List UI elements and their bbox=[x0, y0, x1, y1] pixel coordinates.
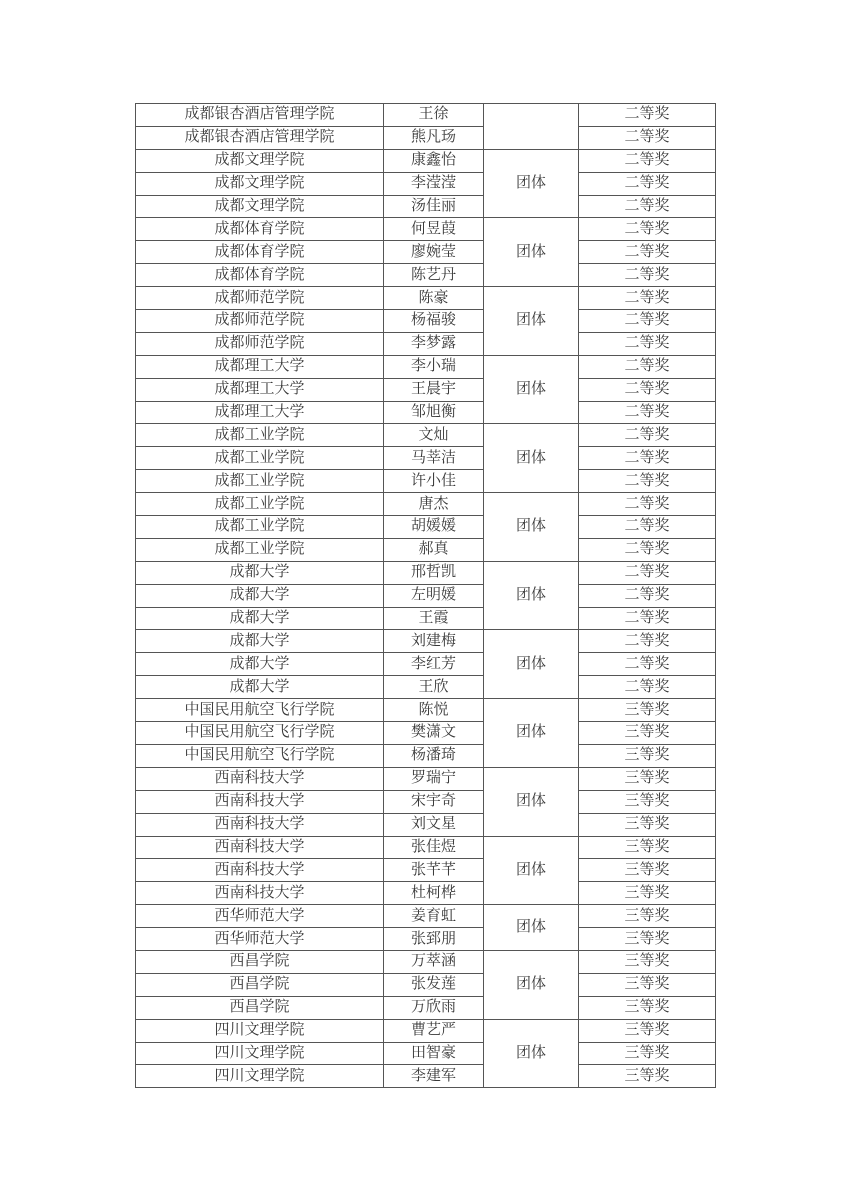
school-cell: 成都师范学院 bbox=[136, 332, 384, 355]
person-name-cell: 刘建梅 bbox=[384, 630, 484, 653]
table-row bbox=[136, 928, 716, 951]
group-type-cell: 团体 bbox=[484, 905, 579, 951]
school-cell: 成都工业学院 bbox=[136, 424, 384, 447]
table-row bbox=[136, 882, 716, 905]
person-name-cell: 李滢滢 bbox=[384, 172, 484, 195]
table-row bbox=[136, 699, 716, 722]
award-cell: 三等奖 bbox=[579, 1019, 716, 1042]
award-cell: 三等奖 bbox=[579, 882, 716, 905]
school-cell: 成都理工大学 bbox=[136, 401, 384, 424]
award-cell: 二等奖 bbox=[579, 653, 716, 676]
award-cell: 三等奖 bbox=[579, 699, 716, 722]
table-row bbox=[136, 332, 716, 355]
award-cell: 二等奖 bbox=[579, 561, 716, 584]
school-cell: 四川文理学院 bbox=[136, 1065, 384, 1088]
person-name-cell: 马莘洁 bbox=[384, 447, 484, 470]
person-name-cell: 杨潘琦 bbox=[384, 744, 484, 767]
person-name-cell: 陈悦 bbox=[384, 699, 484, 722]
person-name-cell: 许小佳 bbox=[384, 470, 484, 493]
person-name-cell: 汤佳丽 bbox=[384, 195, 484, 218]
table-row bbox=[136, 584, 716, 607]
award-cell: 二等奖 bbox=[579, 172, 716, 195]
person-name-cell: 张郅朋 bbox=[384, 928, 484, 951]
award-cell: 三等奖 bbox=[579, 836, 716, 859]
award-cell: 三等奖 bbox=[579, 928, 716, 951]
award-cell: 三等奖 bbox=[579, 950, 716, 973]
table-row bbox=[136, 493, 716, 516]
person-name-cell: 何昱葭 bbox=[384, 218, 484, 241]
group-type-cell: 团体 bbox=[484, 1019, 579, 1088]
award-cell: 三等奖 bbox=[579, 905, 716, 928]
person-name-cell: 姜育虹 bbox=[384, 905, 484, 928]
person-name-cell: 熊凡玚 bbox=[384, 126, 484, 149]
school-cell: 成都理工大学 bbox=[136, 378, 384, 401]
school-cell: 四川文理学院 bbox=[136, 1019, 384, 1042]
award-cell: 二等奖 bbox=[579, 676, 716, 699]
table-row bbox=[136, 607, 716, 630]
person-name-cell: 郝真 bbox=[384, 538, 484, 561]
award-cell: 二等奖 bbox=[579, 149, 716, 172]
table-row bbox=[136, 950, 716, 973]
school-cell: 中国民用航空飞行学院 bbox=[136, 722, 384, 745]
award-cell: 二等奖 bbox=[579, 607, 716, 630]
table-row bbox=[136, 447, 716, 470]
award-cell: 二等奖 bbox=[579, 241, 716, 264]
table-row bbox=[136, 424, 716, 447]
school-cell: 成都银杏酒店管理学院 bbox=[136, 126, 384, 149]
table-row bbox=[136, 744, 716, 767]
award-table-body bbox=[136, 104, 716, 1088]
award-cell: 三等奖 bbox=[579, 813, 716, 836]
person-name-cell: 张佳煜 bbox=[384, 836, 484, 859]
award-cell: 二等奖 bbox=[579, 584, 716, 607]
person-name-cell: 邹旭衡 bbox=[384, 401, 484, 424]
award-cell: 二等奖 bbox=[579, 470, 716, 493]
school-cell: 西南科技大学 bbox=[136, 790, 384, 813]
school-cell: 成都文理学院 bbox=[136, 195, 384, 218]
table-row bbox=[136, 401, 716, 424]
school-cell: 西华师范大学 bbox=[136, 928, 384, 951]
person-name-cell: 廖婉莹 bbox=[384, 241, 484, 264]
award-cell: 二等奖 bbox=[579, 264, 716, 287]
table-row bbox=[136, 172, 716, 195]
person-name-cell: 文灿 bbox=[384, 424, 484, 447]
table-row bbox=[136, 905, 716, 928]
table-row bbox=[136, 126, 716, 149]
school-cell: 西昌学院 bbox=[136, 950, 384, 973]
person-name-cell: 罗瑞宁 bbox=[384, 767, 484, 790]
person-name-cell: 李建军 bbox=[384, 1065, 484, 1088]
school-cell: 中国民用航空飞行学院 bbox=[136, 744, 384, 767]
school-cell: 成都师范学院 bbox=[136, 310, 384, 333]
school-cell: 成都大学 bbox=[136, 584, 384, 607]
table-row bbox=[136, 470, 716, 493]
person-name-cell: 曹艺严 bbox=[384, 1019, 484, 1042]
table-row bbox=[136, 104, 716, 127]
school-cell: 西南科技大学 bbox=[136, 813, 384, 836]
table-row bbox=[136, 241, 716, 264]
group-type-cell bbox=[484, 104, 579, 150]
school-cell: 成都大学 bbox=[136, 561, 384, 584]
person-name-cell: 宋宇奇 bbox=[384, 790, 484, 813]
table-row bbox=[136, 790, 716, 813]
person-name-cell: 刘文星 bbox=[384, 813, 484, 836]
award-cell: 三等奖 bbox=[579, 996, 716, 1019]
award-cell: 二等奖 bbox=[579, 355, 716, 378]
person-name-cell: 樊潇文 bbox=[384, 722, 484, 745]
school-cell: 成都大学 bbox=[136, 630, 384, 653]
person-name-cell: 李梦露 bbox=[384, 332, 484, 355]
table-row bbox=[136, 355, 716, 378]
award-cell: 二等奖 bbox=[579, 218, 716, 241]
person-name-cell: 万欣雨 bbox=[384, 996, 484, 1019]
award-cell: 三等奖 bbox=[579, 973, 716, 996]
table-row bbox=[136, 722, 716, 745]
person-name-cell: 张芊芊 bbox=[384, 859, 484, 882]
award-cell: 三等奖 bbox=[579, 722, 716, 745]
person-name-cell: 李小瑞 bbox=[384, 355, 484, 378]
award-cell: 二等奖 bbox=[579, 493, 716, 516]
table-row bbox=[136, 218, 716, 241]
table-row bbox=[136, 561, 716, 584]
table-row bbox=[136, 516, 716, 539]
school-cell: 西南科技大学 bbox=[136, 767, 384, 790]
school-cell: 成都体育学院 bbox=[136, 241, 384, 264]
table-row bbox=[136, 378, 716, 401]
group-type-cell: 团体 bbox=[484, 950, 579, 1019]
person-name-cell: 陈艺丹 bbox=[384, 264, 484, 287]
table-row bbox=[136, 1042, 716, 1065]
school-cell: 成都理工大学 bbox=[136, 355, 384, 378]
table-row bbox=[136, 767, 716, 790]
award-cell: 三等奖 bbox=[579, 790, 716, 813]
person-name-cell: 左明媛 bbox=[384, 584, 484, 607]
table-row bbox=[136, 310, 716, 333]
table-row bbox=[136, 195, 716, 218]
award-cell: 二等奖 bbox=[579, 447, 716, 470]
table-row bbox=[136, 1065, 716, 1088]
person-name-cell: 王欣 bbox=[384, 676, 484, 699]
group-type-cell: 团体 bbox=[484, 699, 579, 768]
person-name-cell: 陈豪 bbox=[384, 287, 484, 310]
group-type-cell: 团体 bbox=[484, 149, 579, 218]
school-cell: 西昌学院 bbox=[136, 973, 384, 996]
person-name-cell: 李红芳 bbox=[384, 653, 484, 676]
award-table bbox=[135, 103, 716, 1088]
group-type-cell: 团体 bbox=[484, 355, 579, 424]
award-cell: 二等奖 bbox=[579, 378, 716, 401]
table-row bbox=[136, 653, 716, 676]
table-row bbox=[136, 538, 716, 561]
table-row bbox=[136, 836, 716, 859]
school-cell: 成都工业学院 bbox=[136, 447, 384, 470]
school-cell: 西南科技大学 bbox=[136, 859, 384, 882]
school-cell: 成都大学 bbox=[136, 676, 384, 699]
person-name-cell: 康鑫怡 bbox=[384, 149, 484, 172]
award-cell: 二等奖 bbox=[579, 630, 716, 653]
person-name-cell: 万萃涵 bbox=[384, 950, 484, 973]
person-name-cell: 张发莲 bbox=[384, 973, 484, 996]
table-row bbox=[136, 1019, 716, 1042]
award-cell: 三等奖 bbox=[579, 767, 716, 790]
table-row bbox=[136, 630, 716, 653]
school-cell: 成都体育学院 bbox=[136, 264, 384, 287]
award-cell: 二等奖 bbox=[579, 401, 716, 424]
person-name-cell: 杜柯桦 bbox=[384, 882, 484, 905]
school-cell: 成都大学 bbox=[136, 653, 384, 676]
table-row bbox=[136, 264, 716, 287]
table-row bbox=[136, 973, 716, 996]
table-row bbox=[136, 996, 716, 1019]
person-name-cell: 田智豪 bbox=[384, 1042, 484, 1065]
group-type-cell: 团体 bbox=[484, 561, 579, 630]
school-cell: 四川文理学院 bbox=[136, 1042, 384, 1065]
award-cell: 三等奖 bbox=[579, 744, 716, 767]
person-name-cell: 王霞 bbox=[384, 607, 484, 630]
school-cell: 成都工业学院 bbox=[136, 538, 384, 561]
group-type-cell: 团体 bbox=[484, 836, 579, 905]
school-cell: 成都银杏酒店管理学院 bbox=[136, 104, 384, 127]
person-name-cell: 唐杰 bbox=[384, 493, 484, 516]
school-cell: 中国民用航空飞行学院 bbox=[136, 699, 384, 722]
school-cell: 成都大学 bbox=[136, 607, 384, 630]
table-row bbox=[136, 149, 716, 172]
award-cell: 三等奖 bbox=[579, 859, 716, 882]
award-cell: 二等奖 bbox=[579, 332, 716, 355]
award-cell: 二等奖 bbox=[579, 104, 716, 127]
group-type-cell: 团体 bbox=[484, 767, 579, 836]
award-cell: 二等奖 bbox=[579, 310, 716, 333]
award-cell: 二等奖 bbox=[579, 538, 716, 561]
person-name-cell: 王徐 bbox=[384, 104, 484, 127]
person-name-cell: 杨福骏 bbox=[384, 310, 484, 333]
school-cell: 西华师范大学 bbox=[136, 905, 384, 928]
person-name-cell: 邢哲凯 bbox=[384, 561, 484, 584]
award-cell: 二等奖 bbox=[579, 516, 716, 539]
school-cell: 西昌学院 bbox=[136, 996, 384, 1019]
person-name-cell: 王晨宇 bbox=[384, 378, 484, 401]
group-type-cell: 团体 bbox=[484, 287, 579, 356]
school-cell: 成都工业学院 bbox=[136, 493, 384, 516]
group-type-cell: 团体 bbox=[484, 424, 579, 493]
table-row bbox=[136, 859, 716, 882]
group-type-cell: 团体 bbox=[484, 493, 579, 562]
school-cell: 成都工业学院 bbox=[136, 516, 384, 539]
school-cell: 成都文理学院 bbox=[136, 149, 384, 172]
award-cell: 三等奖 bbox=[579, 1065, 716, 1088]
award-cell: 二等奖 bbox=[579, 195, 716, 218]
group-type-cell: 团体 bbox=[484, 218, 579, 287]
table-row bbox=[136, 813, 716, 836]
group-type-cell: 团体 bbox=[484, 630, 579, 699]
person-name-cell: 胡媛媛 bbox=[384, 516, 484, 539]
school-cell: 西南科技大学 bbox=[136, 882, 384, 905]
school-cell: 成都体育学院 bbox=[136, 218, 384, 241]
school-cell: 成都工业学院 bbox=[136, 470, 384, 493]
school-cell: 西南科技大学 bbox=[136, 836, 384, 859]
school-cell: 成都师范学院 bbox=[136, 287, 384, 310]
table-row bbox=[136, 676, 716, 699]
award-cell: 三等奖 bbox=[579, 1042, 716, 1065]
school-cell: 成都文理学院 bbox=[136, 172, 384, 195]
award-cell: 二等奖 bbox=[579, 126, 716, 149]
table-row bbox=[136, 287, 716, 310]
award-cell: 二等奖 bbox=[579, 287, 716, 310]
award-cell: 二等奖 bbox=[579, 424, 716, 447]
